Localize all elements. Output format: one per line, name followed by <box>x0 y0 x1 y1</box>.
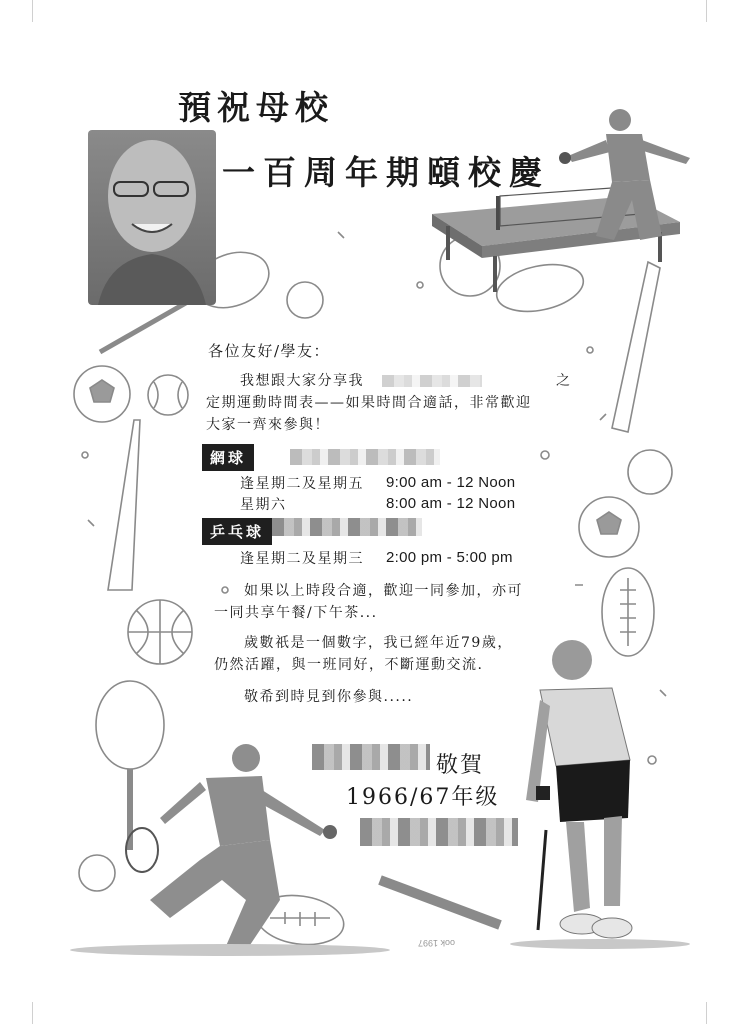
redacted-name <box>382 375 482 387</box>
portrait-photo <box>88 130 216 305</box>
tennis-row-1-time: 9:00 am - 12 Noon <box>386 474 516 491</box>
pingpong-row-1-time: 2:00 pm - 5:00 pm <box>386 549 513 566</box>
title-line-2: 一百周年期頤校慶 <box>222 153 550 192</box>
signature-greeting: 敬賀 <box>436 753 485 778</box>
title-line-1: 預祝母校 <box>178 88 334 127</box>
intro-line-3: 大家一齊來參與！ <box>206 417 330 433</box>
intro-line-2: 定期運動時間表——如果時間合適話，非常歡迎 <box>206 395 532 411</box>
signature-grade: 1966/67年级 <box>346 785 500 810</box>
intro-line-1-start: 我想跟大家分享我 <box>240 373 364 389</box>
paragraph-2-line-1: 歲數祇是一個數字，我已經年近79歲， <box>244 635 513 651</box>
tennis-row-2-time: 8:00 am - 12 Noon <box>386 495 516 512</box>
paragraph-2-line-2: 仍然活躍，與一班同好，不斷運動交流. <box>214 657 484 673</box>
paragraph-1-line-1: 如果以上時段合適，歡迎一同參加，亦可 <box>244 583 523 599</box>
pingpong-tag: 乒乓球 <box>202 518 272 545</box>
paragraph-1-line-2: 一同共享午餐/下午茶... <box>214 605 378 621</box>
redacted-signature-extra <box>360 818 518 846</box>
greeting: 各位友好/學友： <box>208 342 331 360</box>
intro-line-1-end: 之 <box>556 373 572 389</box>
tennis-tag: 網球 <box>202 444 254 471</box>
tennis-row-2-days: 星期六 <box>240 497 287 513</box>
pingpong-row-1-days: 逢星期二及星期三 <box>240 551 364 567</box>
paragraph-3: 敬希到時見到你參與..... <box>244 689 414 705</box>
redacted-tennis-venue <box>290 449 440 465</box>
redacted-signature-name <box>312 744 430 770</box>
redacted-pingpong-venue <box>272 518 422 536</box>
watermark: ook 1997 <box>418 938 456 948</box>
tennis-row-1-days: 逢星期二及星期五 <box>240 476 364 492</box>
